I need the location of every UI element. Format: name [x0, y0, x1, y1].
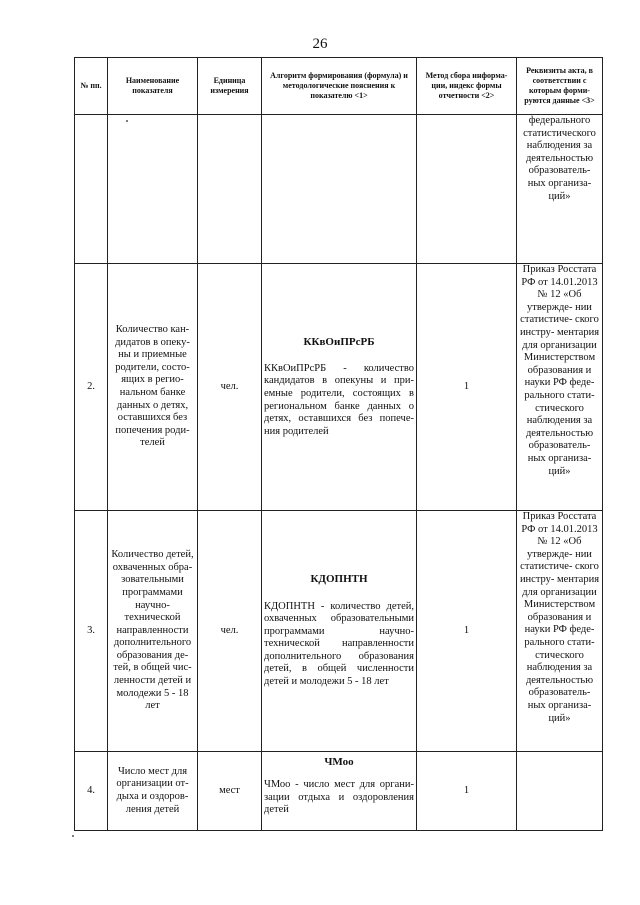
table-row	[75, 264, 603, 511]
cell-num: 4.	[75, 752, 108, 831]
cell-name	[108, 115, 198, 264]
cell-unit: чел.	[198, 511, 262, 752]
page-number: 26	[312, 36, 328, 52]
cell-name: Число мест для организации от- дыха и оздоров- ления детей	[108, 752, 198, 831]
formula-code: ККвОиПРсРБ	[303, 335, 375, 348]
cell-method: 1	[417, 511, 517, 752]
table-row	[75, 511, 603, 752]
cell-unit	[198, 115, 262, 264]
cell-algorithm	[262, 264, 417, 511]
cell-act: Приказ Росстата РФ от 14.01.2013 № 12 «Об утвержде- нии статистиче- ского инстру- ментария для организации Министерством образования и науки РФ феде- рального стати- стического наблюдения за деятельностью образователь- ных организа- ций»	[517, 264, 603, 511]
cell-name: Количество кан- дидатов в опеку- ны и приемные родители, состо- ящих в регио- нальном банке данных о детях, оставшихся без попечения роди- телей	[108, 264, 198, 511]
cell-method: 1	[417, 752, 517, 831]
formula-code: КДОПНТН	[310, 573, 368, 586]
cell-act: Приказ Росстата РФ от 14.01.2013 № 12 «Об утвержде- нии статистиче- ского инстру- ментария для организации Министерством образования и науки РФ феде- рального стати- стического наблюдения за деятельностью образователь- ных организа- ций»	[517, 511, 603, 752]
cell-method	[417, 115, 517, 264]
formula-code: ЧМоо	[324, 756, 354, 768]
scan-speck	[126, 120, 128, 122]
indicators-table	[74, 57, 603, 831]
formula-description: КДОПНТН - количество детей, охваченных образовательными программами научно- технической направленности дополнительного образования детей, в общей численности детей и молодежи 5 - 18 лет	[264, 600, 414, 688]
header-method: Метод сбора информа- ции, индекс формы отчетности <2>	[417, 58, 517, 115]
cell-method: 1	[417, 264, 517, 511]
cell-name: Количество детей, охваченных обра- зовательными программами научно- технической направленности дополнительного образования де- тей, в общей чис- ленности детей и молодежи 5 - 18 лет	[108, 511, 198, 752]
header-num: № пп.	[75, 58, 108, 115]
cell-act: федерального статистического наблюдения за деятельностью образователь- ных организа- ций»	[517, 115, 603, 264]
header-act: Реквизиты акта, в соответствии с которым форми- руются данные <3>	[517, 58, 603, 115]
header-row	[75, 58, 603, 115]
table-row	[75, 752, 603, 831]
cell-num	[75, 115, 108, 264]
scan-speck	[72, 835, 74, 837]
table-row-continuation	[75, 115, 603, 264]
cell-num: 2.	[75, 264, 108, 511]
cell-algorithm	[262, 511, 417, 752]
formula-description: ЧМоо - число мест для органи- зации отдыха и оздоровления детей	[264, 779, 414, 816]
formula-description: ККвОиПРсРБ - количество кандидатов в опекуны и при- емные родители, состоящих в региональном банке данных о детях, оставшихся без попече- ния родителей	[264, 362, 414, 437]
header-name: Наименование показателя	[108, 58, 198, 115]
cell-act	[517, 752, 603, 831]
header-algorithm: Алгоритм формирования (формула) и методологические пояснения к показателю <1>	[262, 58, 417, 115]
header-unit: Единица измерения	[198, 58, 262, 115]
cell-unit: чел.	[198, 264, 262, 511]
cell-num: 3.	[75, 511, 108, 752]
cell-algorithm	[262, 115, 417, 264]
cell-unit: мест	[198, 752, 262, 831]
cell-algorithm	[262, 752, 417, 831]
